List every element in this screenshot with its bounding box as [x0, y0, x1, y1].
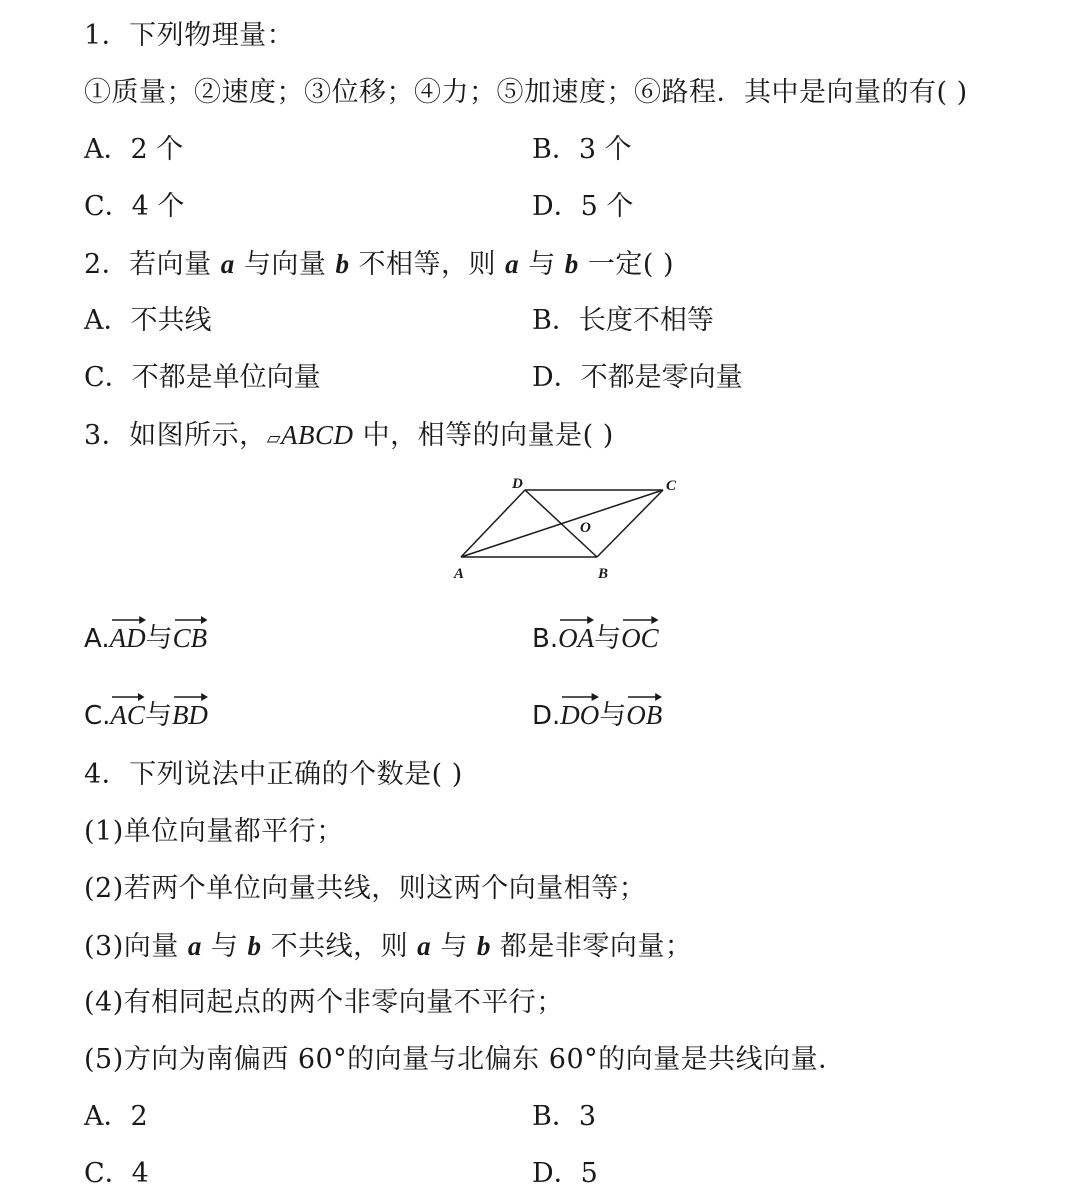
- q3-stem: [84, 415, 614, 459]
- q4-stem: 4．下列说法中正确的个数是( ): [84, 759, 463, 790]
- q1-items: ①质量；②速度；③位移；④力；⑤加速度；⑥路程．其中是向量的有( ): [84, 77, 968, 108]
- q3-text-1: 3．如图所示，: [84, 420, 267, 451]
- q2-text-2: 与向量: [234, 249, 336, 280]
- q3-option-a: [84, 618, 207, 659]
- q3-option-b-prefix: B.: [532, 624, 559, 654]
- q4-option-d: D．5: [532, 1158, 598, 1189]
- q3-option-c: [84, 695, 208, 736]
- vector-do-label: DO: [560, 700, 600, 730]
- q4-statement-4: (4)有相同起点的两个非零向量不平行；: [84, 987, 564, 1018]
- label-b: B: [598, 566, 609, 582]
- q4-s3-text-2: 与: [201, 931, 248, 962]
- label-d: D: [512, 476, 523, 492]
- q4-s3-text-1: (3)向量: [84, 931, 188, 962]
- q2-vector-b: b: [335, 249, 350, 279]
- vector-ob: [626, 695, 662, 735]
- q2-text-4: 与: [519, 249, 565, 280]
- vector-ob-label: OB: [626, 700, 663, 730]
- q4-s3-vector-b2: b: [476, 931, 491, 961]
- vector-ac: [110, 695, 145, 735]
- vector-bd: [172, 695, 208, 735]
- label-c: C: [666, 478, 677, 494]
- q4-s3-text-4: 与: [431, 931, 477, 962]
- q3-option-a-prefix: A.: [84, 624, 110, 654]
- vector-cb-label: CB: [172, 623, 208, 653]
- q4-s3-vector-a: a: [187, 931, 202, 961]
- q4-option-b: B．3: [532, 1101, 597, 1132]
- q2-stem: [84, 244, 674, 285]
- q2-vector-b2: b: [564, 249, 579, 279]
- q4-s3-text-5: 都是非零向量；: [490, 931, 693, 962]
- q2-option-b: B．长度不相等: [532, 305, 714, 336]
- q2-option-d: D．不都是零向量: [532, 362, 743, 393]
- parallelogram-figure: [445, 470, 690, 585]
- q4-statement-3: [84, 926, 692, 967]
- q3-option-a-mid: 与: [145, 623, 173, 654]
- q4-statement-5: (5)方向为南偏西 60°的向量与北偏东 60°的向量是共线向量．: [84, 1044, 846, 1075]
- q4-s3-vector-b: b: [247, 931, 262, 961]
- q4-s3-text-3: 不共线，则: [261, 931, 418, 962]
- label-o: O: [580, 520, 591, 536]
- vector-oa-label: OA: [558, 623, 595, 653]
- q4-s3-vector-a2: a: [417, 931, 432, 961]
- q3-option-b: [532, 618, 659, 659]
- q3-figure-name: ABCD: [281, 420, 354, 450]
- q3-option-d: [532, 695, 662, 736]
- vector-bd-label: BD: [171, 700, 208, 730]
- q1-option-b: B．3 个: [532, 134, 632, 165]
- q3-option-d-prefix: D.: [532, 701, 561, 731]
- vector-do: [560, 695, 599, 735]
- q3-option-c-prefix: C.: [84, 701, 111, 731]
- q2-option-a: A．不共线: [84, 305, 212, 336]
- vector-ac-label: AC: [110, 700, 145, 730]
- vector-oa: [558, 618, 594, 658]
- side-bc: [597, 490, 663, 557]
- q2-option-c: C．不都是单位向量: [84, 362, 321, 393]
- q4-statement-2: (2)若两个单位向量共线，则这两个向量相等；: [84, 873, 647, 904]
- q4-statement-1: (1)单位向量都平行；: [84, 816, 344, 847]
- q2-vector-a2: a: [505, 249, 520, 279]
- q3-text-2: 中，相等的向量是( ): [353, 420, 614, 451]
- q3-option-c-mid: 与: [144, 700, 172, 731]
- q1-option-c: C．4 个: [84, 191, 185, 222]
- vector-ad: [110, 618, 146, 658]
- q3-option-b-mid: 与: [594, 623, 622, 654]
- q2-vector-a: a: [220, 249, 235, 279]
- label-a: A: [454, 566, 465, 582]
- vector-oc-label: OC: [621, 623, 659, 653]
- q1-stem: 1．下列物理量：: [84, 20, 295, 51]
- q2-text-3: 不相等，则: [349, 249, 506, 280]
- parallelogram-symbol: ▱: [266, 428, 282, 449]
- vector-ad-label: AD: [109, 623, 146, 653]
- q4-option-a: A．2: [84, 1101, 148, 1132]
- q4-option-c: C．4: [84, 1158, 149, 1189]
- q3-option-d-mid: 与: [599, 700, 627, 731]
- vector-cb: [173, 618, 208, 658]
- q1-option-a: A．2 个: [84, 134, 184, 165]
- q2-text-1: 2．若向量: [84, 249, 221, 280]
- q1-option-d: D．5 个: [532, 191, 634, 222]
- q2-text-5: 一定( ): [578, 249, 675, 280]
- vector-oc: [621, 618, 659, 658]
